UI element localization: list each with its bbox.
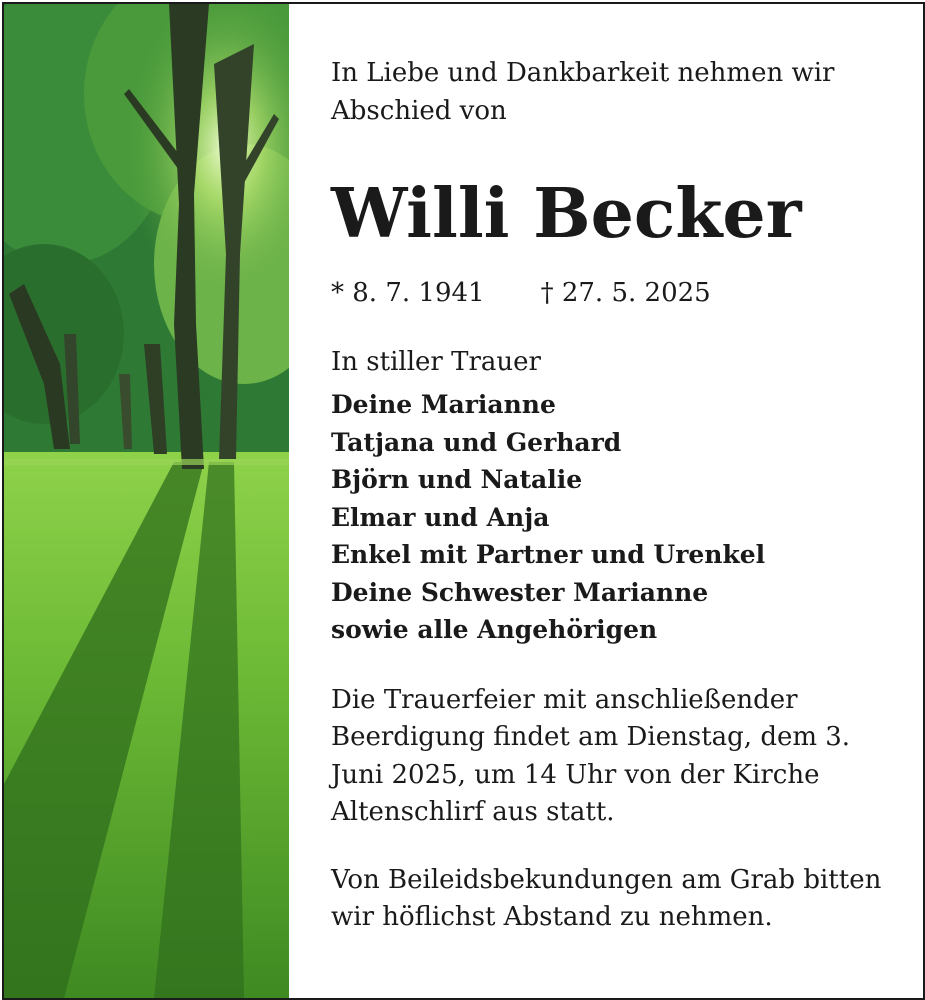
mourner-item: Enkel mit Partner und Urenkel [331, 540, 766, 569]
park-illustration [4, 4, 289, 998]
park-trees-photo [4, 4, 289, 998]
mourner-item: Deine Marianne [331, 390, 556, 419]
funeral-notice: Die Trauerfeier mit anschließender Beerdigung findet am Dienstag, dem 3. Juni 2025, um 14 Uhr von der Kirche Altenschlirf aus statt. [331, 684, 851, 827]
mourner-item: Björn und Natalie [331, 465, 583, 494]
obituary-card [2, 2, 925, 1000]
obituary-text [331, 54, 901, 937]
mourner-item: Tatjana und Gerhard [331, 427, 622, 457]
intro-text: In Liebe und Dankbarkeit nehmen wir Abschied von [331, 58, 835, 126]
condolence-notice: Von Beileidsbekundungen am Grab bitten wir höflichst Abstand zu nehmen. [331, 864, 882, 932]
mourner-item: Deine Schwester Marianne [331, 577, 709, 607]
deceased-name: Willi Becker [331, 174, 802, 254]
mourner-item: Elmar und Anja [331, 502, 550, 532]
death-date: † 27. 5. 2025 [540, 278, 711, 308]
mourner-item: sowie alle Angehörigen [331, 615, 658, 644]
mourners-list [331, 386, 901, 649]
life-dates [331, 276, 901, 310]
mourning-label: In stiller Trauer [331, 347, 541, 377]
birth-date: * 8. 7. 1941 [331, 278, 485, 308]
